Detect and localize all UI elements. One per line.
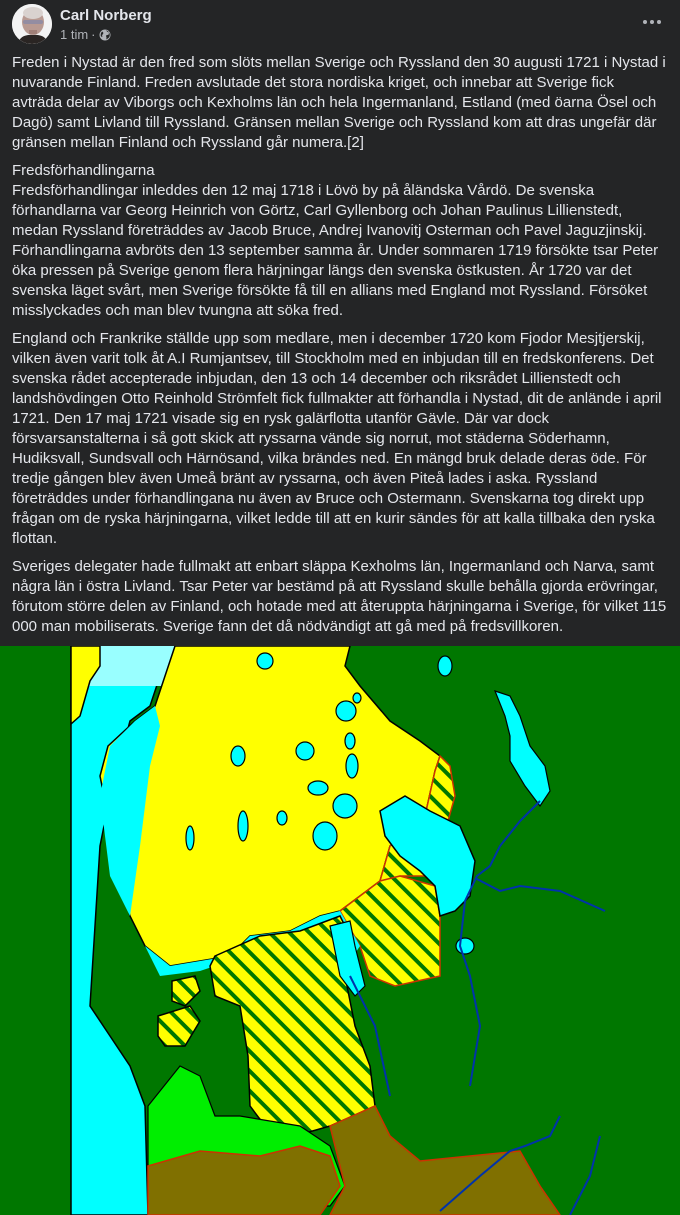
more-horizontal-icon [650,20,654,24]
paragraph-mediation: England och Frankrike ställde upp som medlare, men i december 1720 kom Fjodor Mesjtjerskij, vilken även varit tolk åt A.I Rumjantsev, till Stockholm med en inbjudan till en fredskonferens. Det svenska rådet accepterade inbjudan, den 13 och 14 december och riksrådet Lillienstedt och landshövdingen Otto Reinhold Strömfelt fick fullmakter att förhandla i Nystad, dit de anlände i april 1721. Den 17 maj 1721 visade sig en rysk galärflotta utanför Gävle. Där var dock försvarsanstalterna i så gott skick att ryssarna vände sig norrut, mot städerna Söderhamn, Hudiksvall, Sundsvall och Härnösand, vilka brändes ned. En mängd bruk delade deras öde. För tredje gången blev även Umeå bränt av ryssarna, och även Piteå lades i aska. Ryssland företräddes under förhandlingana nu även av Bruce och Ostermann. Svenskarna tog direkt upp frågan om de ryska härjningarna, vilket ledde till att en kurir sändes för att kalla tillbaka den ryska flottan. [12,330,662,547]
post-body [0,50,680,637]
historical-map [0,646,680,1215]
paragraph-intro: Freden i Nystad är den fred som slöts mellan Sverige och Ryssland den 30 augusti 1721 i Nystad i nuvarande Finland. Freden avslutade det stora nordiska kriget, och innebar att Sverige fick avträda delar av Viborgs och Kexholms län och hela Ingermanland, Estland (med öarna Ösel och Dagö) samt Livland till Ryssland. Gränsen mellan Sverige och Ryssland kom att dras ungefär där gränsen mellan Finland och Ryssland går numera.[2] [12,54,666,151]
more-options-button[interactable] [636,8,668,36]
section-heading: Fredsförhandlingarna [12,162,155,179]
author-name[interactable]: Carl Norberg [60,7,152,24]
more-horizontal-icon [657,20,661,24]
avatar-photo [12,4,52,44]
paragraph-negotiations [12,161,668,321]
post-header [0,0,680,50]
timestamp[interactable]: 1 tim [60,27,89,42]
post-image-map[interactable] [0,646,680,1215]
post-meta [60,27,111,42]
globe-icon[interactable] [99,29,111,41]
meta-separator: · [91,27,96,42]
paragraph-negotiations-text: Fredsförhandlingar inleddes den 12 maj 1718 i Lövö by på åländska Vårdö. De svenska förhandlarna var Georg Heinrich von Görtz, Carl Gyllenborg och Johan Paulinus Lillienstedt, medan Ryssland företräddes av Jacob Bruce, Andrej Ivanovitj Osterman och Pavel Jaguzjinskij. Förhandlingarna avbröts den 13 september samma år. Under sommaren 1719 försökte tsar Peter öka pressen på Sverige genom flera härjningar längs den svenska östkusten. År 1720 var det svenska läget svårt, men Sverige försökte få till en allians med England mot Ryssland. Försöket misslyckades och man blev tvungna att söka fred. [12,182,659,319]
paragraph-terms: Sveriges delegater hade fullmakt att enbart släppa Kexholms län, Ingermanland och Narva, samt några län i östra Livland. Tsar Peter var bestämd på att Ryssland skulle behålla gjorda erövringar, förutom större delen av Finland, och hotade med att återuppta härjningarna i Sverige, för vilket 115 000 man mobiliserats. Sverige fann det då nödvändigt att gå med på fredsvillkoren. [12,558,667,635]
more-horizontal-icon [643,20,647,24]
avatar[interactable] [12,4,52,44]
